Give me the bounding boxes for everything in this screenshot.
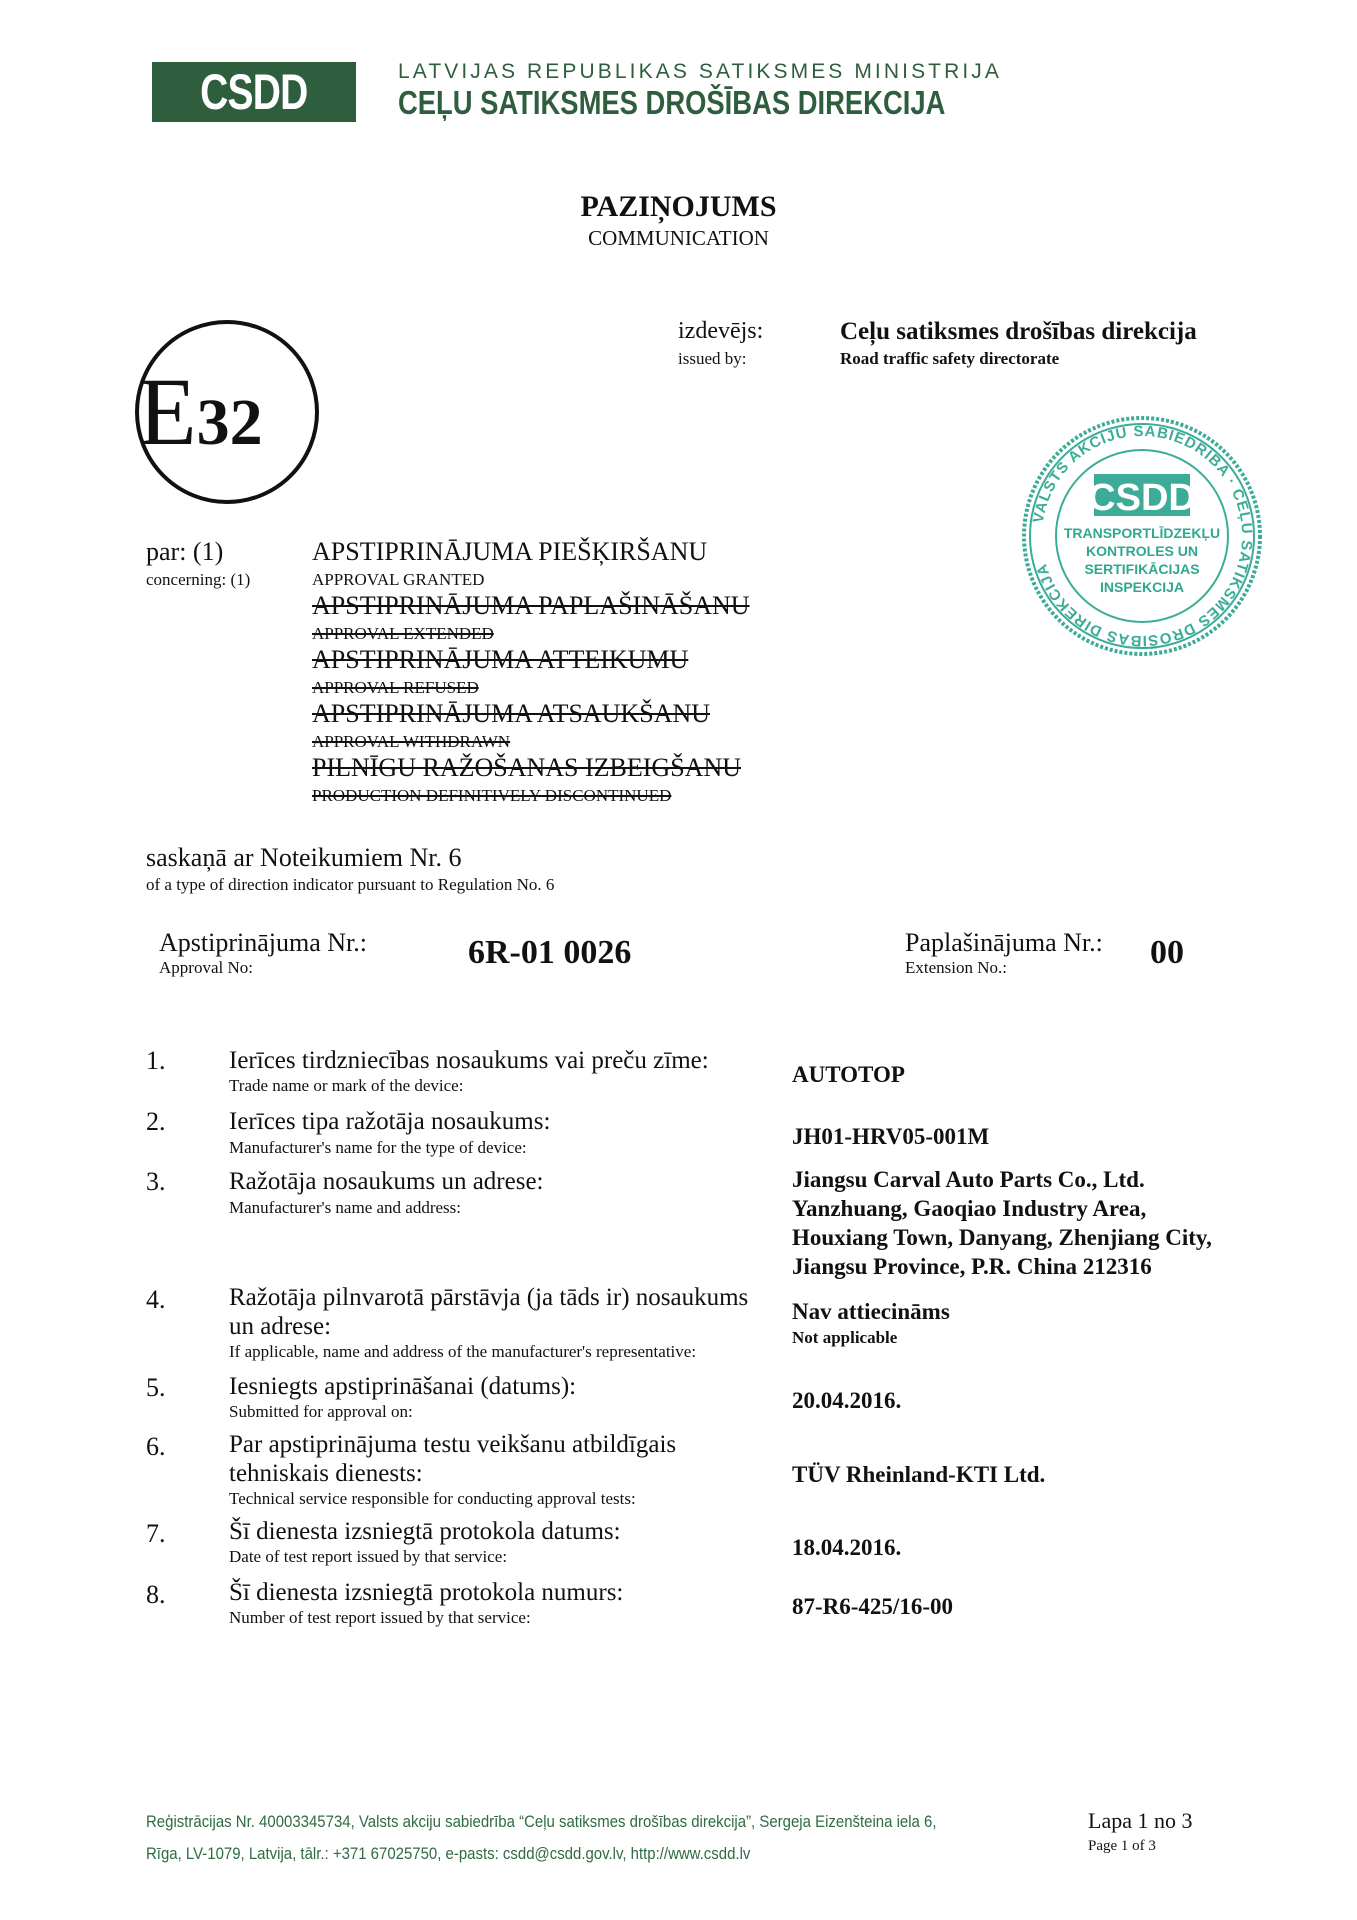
- item-number: 6.: [146, 1432, 166, 1461]
- stamp-line-1: TRANSPORTLĪDZEKĻU: [1063, 525, 1221, 541]
- item-label-en: Trade name or mark of the device:: [229, 1076, 464, 1095]
- stamp-outer-text: VALSTS AKCIJU SABIEDRĪBA · CEĻU SATIKSMES DROŠĪBAS DIREKCIJA: [1029, 422, 1256, 650]
- item-value: Yanzhuang, Gaoqiao Industry Area,: [792, 1196, 1147, 1221]
- approval-mark: [138, 356, 263, 467]
- item-value: 87-R6-425/16-00: [792, 1594, 953, 1619]
- concerning-label: par: (1): [146, 537, 224, 566]
- stamp-logo: CSDD: [1088, 477, 1196, 519]
- issuer-name-en: Road traffic safety directorate: [840, 349, 1060, 368]
- option-production-discontinued: PILNĪGU RAŽOŠANAS IZBEIGŠANU: [312, 753, 741, 782]
- page-subtitle: COMMUNICATION: [588, 226, 769, 250]
- issuer-label: izdevējs:: [678, 318, 764, 344]
- item-label-en: Technical service responsible for conducting approval tests:: [229, 1489, 636, 1508]
- page-number-en: Page 1 of 3: [1088, 1838, 1156, 1854]
- item-label-en: Manufacturer's name and address:: [229, 1198, 461, 1217]
- item-value: Nav attiecināms: [792, 1299, 950, 1324]
- footer-address-line2: Rīga, LV-1079, Latvija, tālr.: +371 67025750, e-pasts: csdd@csdd.gov.lv, http://www.csdd.lv: [146, 1844, 751, 1863]
- page-title: PAZIŅOJUMS: [580, 190, 777, 223]
- item-number: 3.: [146, 1167, 166, 1196]
- option-approval-withdrawn: APSTIPRINĀJUMA ATSAUKŠANU: [312, 699, 711, 728]
- item-label: Iesniegts apstiprināšanai (datums):: [229, 1373, 577, 1400]
- item-label: tehniskais dienests:: [229, 1460, 423, 1487]
- option-approval-granted: APSTIPRINĀJUMA PIEŠĶIRŠANU: [312, 537, 708, 566]
- option-approval-extended-en: APPROVAL EXTENDED: [312, 624, 494, 643]
- item-number: 8.: [146, 1580, 166, 1609]
- option-approval-refused-en: APPROVAL REFUSED: [312, 678, 479, 697]
- option-approval-granted-en: APPROVAL GRANTED: [312, 570, 485, 589]
- item-value: JH01-HRV05-001M: [792, 1124, 990, 1149]
- item-label: Ražotāja pilnvarotā pārstāvja (ja tāds ir) nosaukums: [229, 1284, 749, 1311]
- item-value: 20.04.2016.: [792, 1388, 902, 1413]
- approval-mark-number: 32: [196, 386, 263, 459]
- official-stamp: [1020, 414, 1264, 658]
- directorate-name: CEĻU SATIKSMES DROŠĪBAS DIREKCIJA: [398, 84, 946, 121]
- item-value: 18.04.2016.: [792, 1535, 902, 1560]
- item-number: 7.: [146, 1519, 166, 1548]
- csdd-logo: CSDD: [152, 62, 356, 122]
- issuer-name: Ceļu satiksmes drošības direkcija: [840, 318, 1197, 345]
- footer-address-line1: Reģistrācijas Nr. 40003345734, Valsts akciju sabiedrība “Ceļu satiksmes drošības direkcija”, Sergeja Eizenšteina iela 6,: [146, 1812, 937, 1831]
- stamp-line-3: SERTIFIKĀCIJAS: [1084, 561, 1200, 577]
- item-label-en: Manufacturer's name for the type of device:: [229, 1138, 527, 1157]
- item-label: Par apstiprinājuma testu veikšanu atbildīgais: [229, 1431, 677, 1458]
- item-value: Jiangsu Carval Auto Parts Co., Ltd.: [792, 1167, 1145, 1192]
- item-number: 4.: [146, 1285, 166, 1314]
- item-label: un adrese:: [229, 1313, 332, 1340]
- item-value: AUTOTOP: [792, 1062, 905, 1087]
- extension-number-label: Paplašinājuma Nr.:: [905, 928, 1103, 957]
- item-value: Houxiang Town, Danyang, Zhenjiang City,: [792, 1225, 1212, 1250]
- option-approval-withdrawn-en: APPROVAL WITHDRAWN: [312, 732, 511, 751]
- option-production-discontinued-en: PRODUCTION DEFINITIVELY DISCONTINUED: [312, 786, 672, 805]
- regulation-text-en: of a type of direction indicator pursuant to Regulation No. 6: [146, 875, 555, 894]
- approval-number-label-en: Approval No:: [159, 958, 253, 977]
- extension-number-value: 00: [1150, 934, 1184, 971]
- item-label: Šī dienesta izsniegtā protokola numurs:: [229, 1579, 624, 1606]
- item-number: 5.: [146, 1373, 166, 1402]
- item-label: Šī dienesta izsniegtā protokola datums:: [229, 1518, 621, 1545]
- item-value: TÜV Rheinland-KTI Ltd.: [792, 1462, 1046, 1487]
- item-label-en: Submitted for approval on:: [229, 1402, 413, 1421]
- approval-number-value: 6R-01 0026: [468, 934, 632, 971]
- item-label-en: Number of test report issued by that service:: [229, 1608, 531, 1627]
- approval-number-label: Apstiprinājuma Nr.:: [159, 928, 367, 957]
- item-label-en: Date of test report issued by that service:: [229, 1547, 508, 1566]
- item-label-en: If applicable, name and address of the manufacturer's representative:: [229, 1342, 697, 1361]
- stamp-line-2: KONTROLES UN: [1086, 543, 1198, 559]
- option-approval-extended: APSTIPRINĀJUMA PAPLAŠINĀŠANU: [312, 591, 750, 620]
- ministry-name: LATVIJAS REPUBLIKAS SATIKSMES MINISTRIJA: [398, 60, 1003, 83]
- stamp-line-4: INSPEKCIJA: [1099, 579, 1185, 595]
- item-label: Ierīces tirdzniecības nosaukums vai preču zīme:: [229, 1047, 709, 1074]
- concerning-label-en: concerning: (1): [146, 570, 251, 589]
- item-number: 2.: [146, 1107, 166, 1136]
- item-value-en: Not applicable: [792, 1328, 898, 1347]
- item-number: 1.: [146, 1046, 166, 1075]
- extension-number-label-en: Extension No.:: [905, 958, 1007, 977]
- item-value: Jiangsu Province, P.R. China 212316: [792, 1254, 1152, 1279]
- item-label: Ražotāja nosaukums un adrese:: [229, 1168, 544, 1195]
- approval-mark-letter: E: [138, 358, 197, 465]
- option-approval-refused: APSTIPRINĀJUMA ATTEIKUMU: [312, 645, 689, 674]
- issuer-label-en: issued by:: [678, 349, 747, 368]
- regulation-text: saskaņā ar Noteikumiem Nr. 6: [146, 843, 462, 872]
- item-label: Ierīces tipa ražotāja nosaukums:: [229, 1108, 551, 1135]
- page-number: Lapa 1 no 3: [1088, 1808, 1193, 1833]
